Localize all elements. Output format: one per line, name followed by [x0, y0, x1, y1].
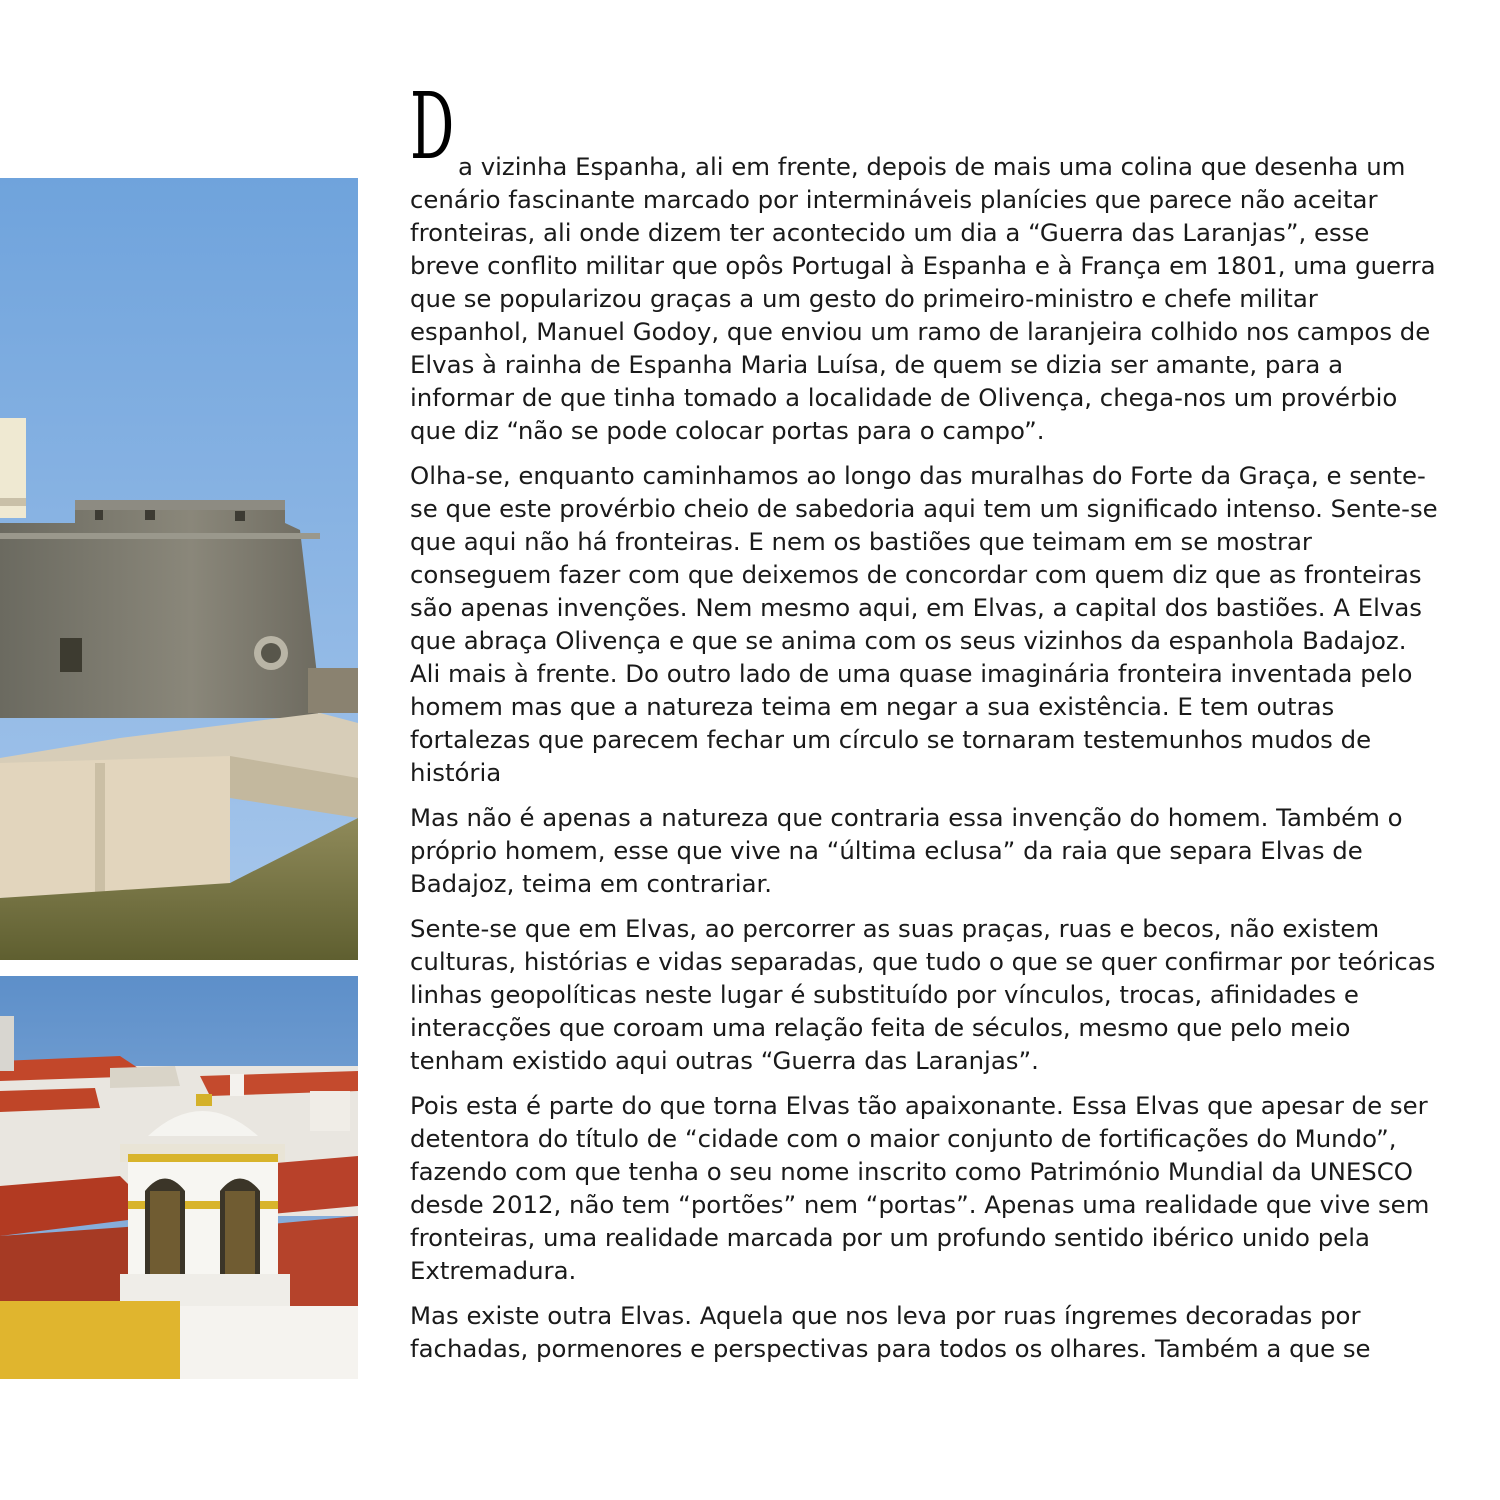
- fort-photo: [0, 178, 358, 960]
- paragraph-3: Mas não é apenas a natureza que contraria essa invenção do homem. Também o próprio homem, esse que vive na “última eclusa” da raia que separa Elvas de Badajoz, teima em contrariar.: [410, 803, 1403, 898]
- drop-cap: D: [410, 73, 455, 180]
- paragraph-2: Olha-se, enquanto caminhamos ao longo das muralhas do Forte da Graça, e sente-se que este provérbio cheio de sabedoria aqui tem um significado intenso. Sente-se que aqui não há fronteiras. E nem os bastiões que teimam em se mostrar conseguem fazer com que deixemos de concordar com quem diz que as fronteiras são apenas invenções. Nem mesmo aqui, em Elvas, a capital dos bastiões. A Elvas que abraça Olivença e que se anima com os seus vizinhos da espanhola Badajoz. Ali mais à frente. Do outro lado de uma quase imaginária fronteira inventada pelo homem mas que a natureza teima em negar a sua existência. E tem outras fortalezas que parecem fechar um círculo se tornaram testemunhos mudos de história: [410, 461, 1438, 787]
- article-body: [410, 73, 1440, 1377]
- paragraph-1-text: a vizinha Espanha, ali em frente, depois de mais uma colina que desenha um cenário fascinante marcado por intermináveis planícies que parece não aceitar fronteiras, ali onde dizem ter acontecido um dia a “Guerra das Laranjas”, esse breve conflito militar que opôs Portugal à Espanha e à França em 1801, uma guerra que se popularizou graças a um gesto do primeiro-ministro e chefe militar espanhol, Manuel Godoy, que enviou um ramo de laranjeira colhido nos campos de Elvas à rainha de Espanha Maria Luísa, de quem se dizia ser amante, para a informar de que tinha tomado a localidade de Olivença, chega-nos um provérbio que diz “não se pode colocar portas para o campo”.: [410, 152, 1436, 445]
- town-photo: [0, 976, 358, 1379]
- paragraph-6: Mas existe outra Elvas. Aquela que nos leva por ruas íngremes decoradas por fachadas, pormenores e perspectivas para todos os olhares. Também a que se: [410, 1301, 1371, 1363]
- paragraph-4: Sente-se que em Elvas, ao percorrer as suas praças, ruas e becos, não existem culturas, histórias e vidas separadas, que tudo o que se quer confirmar por teóricas linhas geopolíticas neste lugar é substituído por vínculos, trocas, afinidades e interacções que coroam uma relação feita de séculos, mesmo que pelo meio tenham existido aqui outras “Guerra das Laranjas”.: [410, 914, 1436, 1075]
- paragraph-5: Pois esta é parte do que torna Elvas tão apaixonante. Essa Elvas que apesar de ser detentora do título de “cidade com o maior conjunto de fortificações do Mundo”, fazendo com que tenha o seu nome inscrito como Património Mundial da UNESCO desde 2012, não tem “portões” nem “portas”. Apenas uma realidade que vive sem fronteiras, uma realidade marcada por um profundo sentido ibérico unido pela Extremadura.: [410, 1091, 1430, 1285]
- paragraph-1: [410, 73, 1440, 447]
